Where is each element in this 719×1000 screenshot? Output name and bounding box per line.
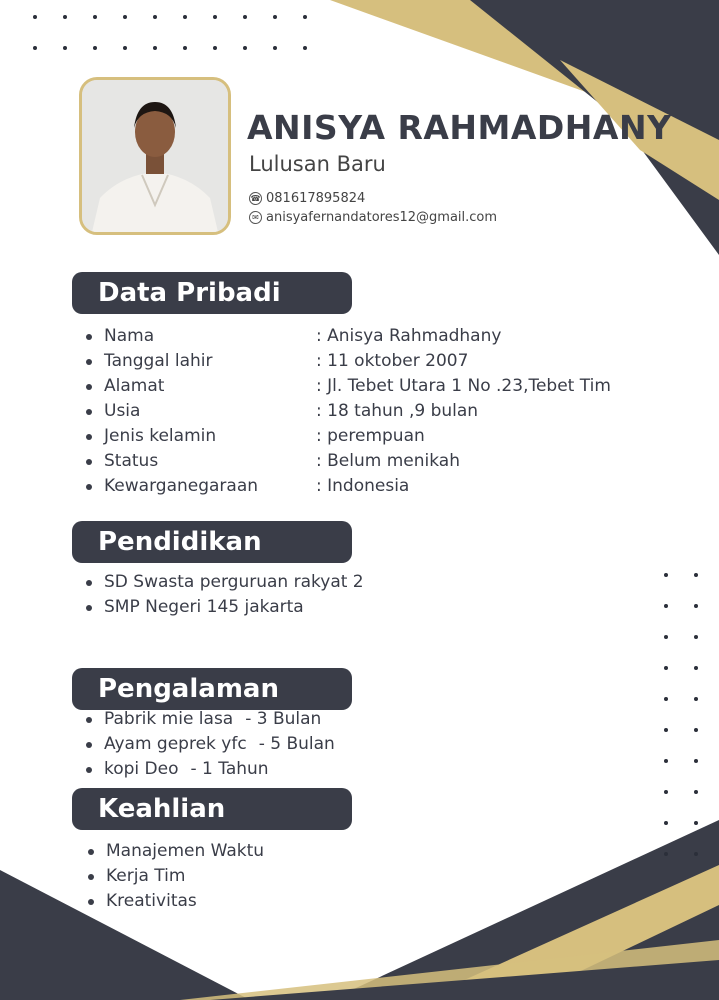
list-item: Pabrik mie lasa - 3 Bulan <box>82 707 335 732</box>
list-item: SMP Negeri 145 jakarta <box>82 595 364 620</box>
list-item: Alamat : Jl. Tebet Utara 1 No .23,Tebet Tim <box>82 374 611 399</box>
list-item: Kreativitas <box>84 889 264 914</box>
list-item: Status : Belum menikah <box>82 449 611 474</box>
list-item: Jenis kelamin : perempuan <box>82 424 611 449</box>
list-item: Tanggal lahir : 11 oktober 2007 <box>82 349 611 374</box>
list-item: kopi Deo - 1 Tahun <box>82 757 335 782</box>
phone-contact <box>249 191 365 206</box>
skills-list <box>84 839 264 914</box>
right-dot-grid <box>664 573 698 856</box>
email-icon: ✉ <box>249 211 262 224</box>
email-address: anisyafernandatores12@gmail.com <box>266 210 498 225</box>
list-item: Manajemen Waktu <box>84 839 264 864</box>
education-list <box>82 570 364 620</box>
list-item: Kerja Tim <box>84 864 264 889</box>
phone-icon: ☎ <box>250 194 261 203</box>
section-personal-heading: Data Pribadi <box>72 272 352 314</box>
list-item: Usia : 18 tahun ,9 bulan <box>82 399 611 424</box>
person-silhouette-icon <box>82 80 228 232</box>
section-skills-heading: Keahlian <box>72 788 352 830</box>
list-item: SD Swasta perguruan rakyat 2 <box>82 570 364 595</box>
profile-photo <box>79 77 231 235</box>
section-experience-heading: Pengalaman <box>72 668 352 710</box>
personal-data-list <box>82 324 611 499</box>
phone-number: 081617895824 <box>266 191 366 206</box>
experience-list <box>82 707 335 782</box>
top-dot-grid <box>33 15 307 50</box>
candidate-role: Lulusan Baru <box>249 152 386 176</box>
list-item: Nama : Anisya Rahmadhany <box>82 324 611 349</box>
list-item: Ayam geprek yfc - 5 Bulan <box>82 732 335 757</box>
candidate-name: ANISYA RAHMADHANY <box>247 108 672 147</box>
email-contact <box>249 210 497 225</box>
list-item: Kewarganegaraan : Indonesia <box>82 474 611 499</box>
section-education-heading: Pendidikan <box>72 521 352 563</box>
